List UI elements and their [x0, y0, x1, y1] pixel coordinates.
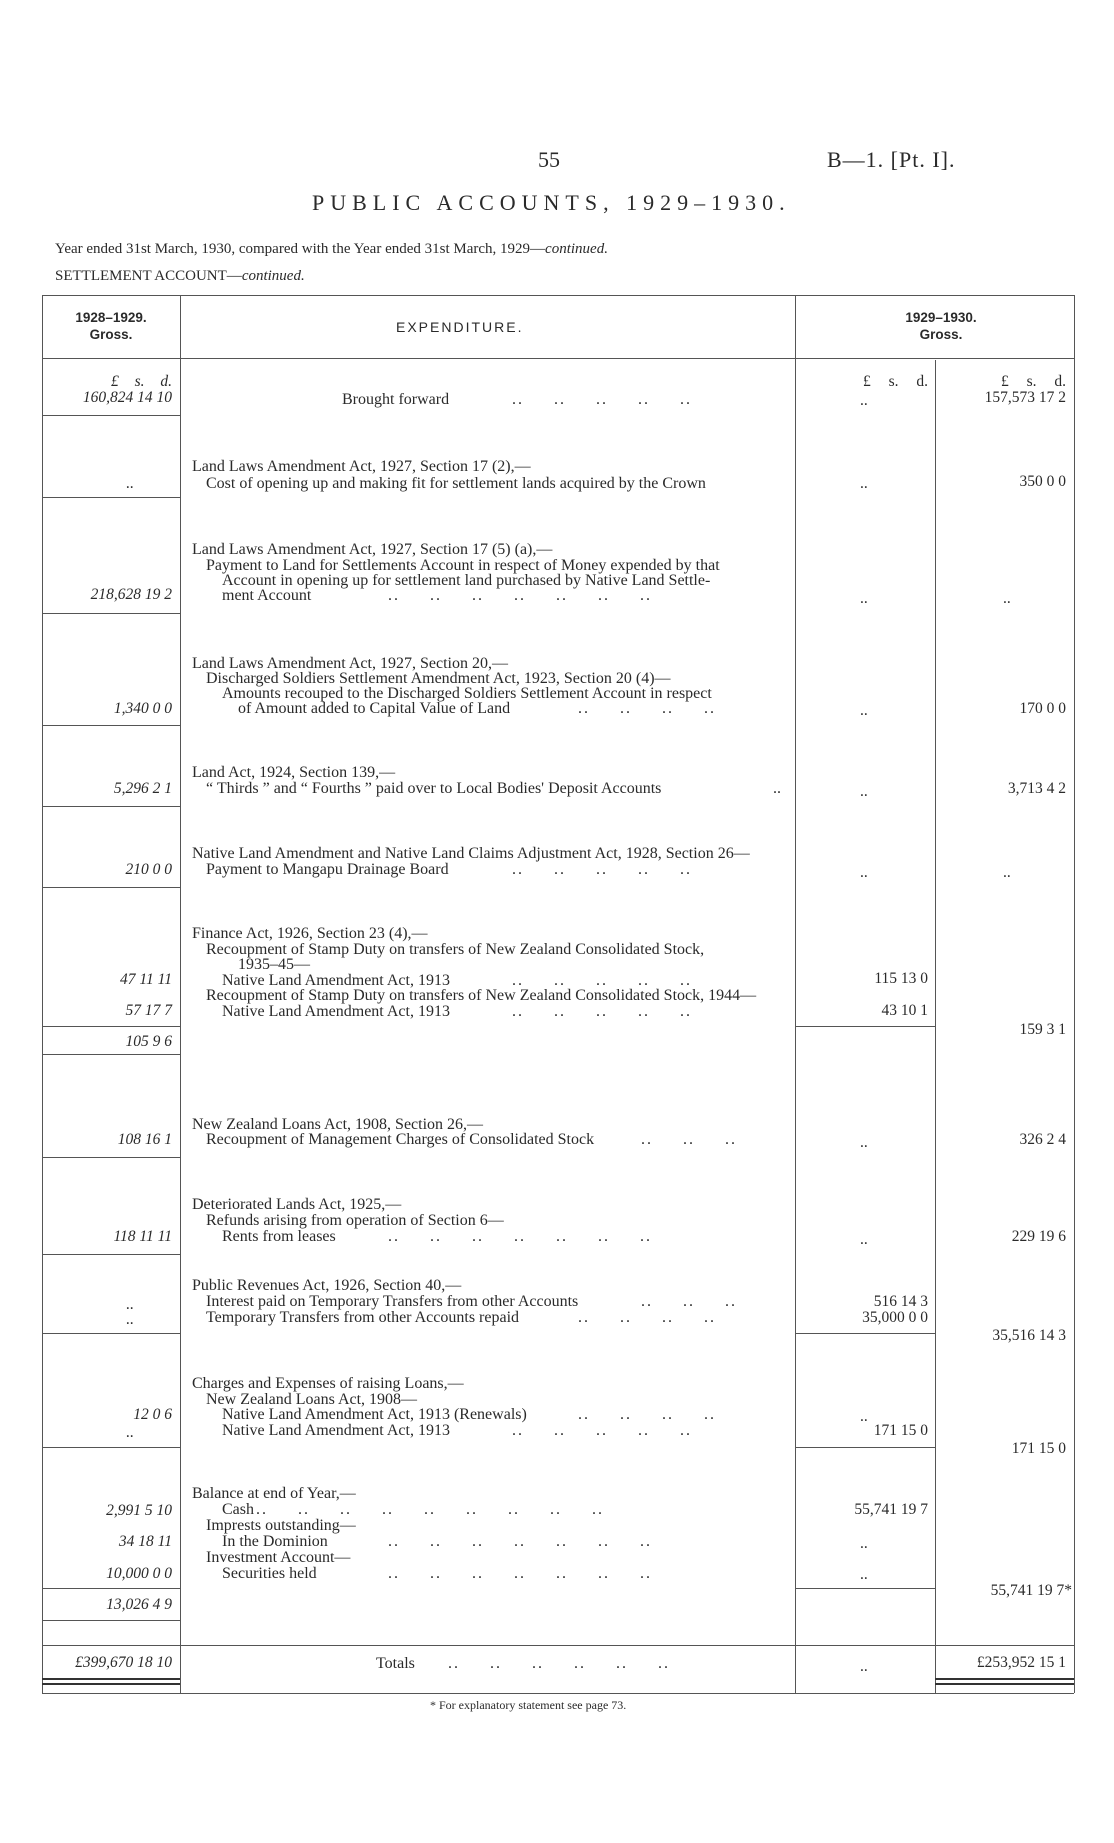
table-bottom-rule	[42, 1693, 1074, 1694]
s139-heading: Land Act, 1924, Section 139,—	[192, 764, 396, 781]
balance-inner1: 55,741 19 7	[854, 1501, 928, 1518]
row-rule	[42, 1333, 180, 1334]
deteriorated-heading: Deteriorated Lands Act, 1925,—	[192, 1196, 402, 1213]
charges-heading: Charges and Expenses of raising Loans,—	[192, 1375, 464, 1392]
revenues-left1: ..	[126, 1296, 134, 1313]
table-right-border	[1074, 295, 1075, 1693]
subtotal-rule	[42, 1026, 180, 1027]
leader-dots: .. .. .. .. .. .. .. .. ..	[256, 1501, 604, 1518]
row-rule	[42, 613, 180, 614]
leader-dots: .. .. .. .. .. .. ..	[388, 587, 652, 604]
balance-heading: Balance at end of Year,—	[192, 1485, 356, 1502]
page-title: PUBLIC ACCOUNTS, 1929–1930.	[312, 190, 791, 215]
right-column-header: 1929–1930. Gross.	[905, 310, 977, 342]
balance-line5: Securities held	[222, 1565, 317, 1582]
subtotal-rule	[42, 1588, 180, 1589]
leader-dots: .. .. .. .. .. .. ..	[388, 1228, 652, 1245]
finance-left1: 47 11 11	[120, 971, 172, 988]
row-rule	[42, 497, 180, 498]
brought-forward-right: 157,573 17 2	[984, 389, 1066, 406]
leader-dots: .. .. .. .. ..	[512, 972, 692, 989]
finance-line1: Recoupment of Stamp Duty on transfers of New Zealand Consolidated Stock,	[206, 941, 705, 958]
document-reference: B—1. [Pt. I].	[827, 147, 956, 172]
brought-forward-left: 160,824 14 10	[82, 389, 172, 406]
row-rule	[42, 1447, 180, 1448]
left-column-header: 1928–1929. Gross.	[75, 310, 147, 342]
double-rule	[42, 1683, 180, 1685]
row-rule	[42, 1054, 180, 1055]
s17-5-inner: ..	[860, 590, 868, 607]
balance-line2: Imprests outstanding—	[206, 1517, 356, 1534]
balance-left2: 34 18 11	[118, 1533, 172, 1550]
balance-inner2: ..	[860, 1535, 868, 1552]
leader-dots: ..	[773, 780, 781, 797]
left-units: £ s. d.	[110, 373, 172, 390]
leader-dots: .. .. .. .. ..	[512, 391, 692, 408]
brought-forward-label: Brought forward	[342, 391, 450, 408]
double-rule	[935, 1683, 1074, 1685]
native-s26-heading: Native Land Amendment and Native Land Claims Adjustment Act, 1928, Section 26—	[192, 845, 750, 862]
leader-dots: .. .. .. .. ..	[512, 1422, 692, 1439]
s20-line1: Discharged Soldiers Settlement Amendment Act, 1923, Section 20 (4)—	[206, 670, 671, 687]
totals-label: Totals	[376, 1655, 415, 1672]
s20-heading: Land Laws Amendment Act, 1927, Section 20,—	[192, 655, 508, 672]
row-rule	[42, 1620, 180, 1621]
loans26-right: 326 2 4	[1019, 1131, 1066, 1148]
column-rule-inner	[795, 295, 796, 1693]
page-number: 55	[538, 147, 560, 172]
s17-2-right: 350 0 0	[1019, 473, 1066, 490]
finance-line5: Native Land Amendment Act, 1913	[222, 1003, 450, 1020]
s20-left: 1,340 0 0	[113, 700, 172, 717]
balance-left1: 2,991 5 10	[106, 1502, 172, 1519]
totals-right: £253,952 15 1	[976, 1654, 1066, 1671]
s20-line2: Amounts recouped to the Discharged Soldiers Settlement Account in respect	[222, 685, 712, 702]
inner-units: £ s. d.	[862, 373, 928, 390]
leader-dots: .. .. .. .. .. ..	[448, 1655, 670, 1672]
double-rule	[42, 1678, 180, 1680]
native-s26-right: ..	[1003, 864, 1011, 881]
s17-2-line: Cost of opening up and making fit for settlement lands acquired by the Crown	[206, 475, 706, 492]
deteriorated-line1: Refunds arising from operation of Section 6—	[206, 1212, 504, 1229]
native-s26-inner: ..	[860, 864, 868, 881]
charges-left1: 12 0 6	[133, 1406, 172, 1423]
inner-subtotal-rule	[795, 1588, 935, 1589]
charges-right: 171 15 0	[1011, 1440, 1066, 1457]
account-heading: SETTLEMENT ACCOUNT—continued.	[55, 268, 305, 284]
brought-forward-inner: ..	[860, 392, 868, 409]
balance-line1: Cash	[222, 1501, 254, 1518]
charges-line2: Native Land Amendment Act, 1913 (Renewals)	[222, 1406, 527, 1423]
revenues-right: 35,516 14 3	[992, 1327, 1066, 1344]
native-s26-line: Payment to Mangapu Drainage Board	[206, 861, 449, 878]
footnote: * For explanatory statement see page 73.	[430, 1698, 627, 1712]
balance-left3: 10,000 0 0	[106, 1565, 172, 1582]
column-rule-left	[180, 295, 181, 1693]
leader-dots: .. .. ..	[641, 1131, 737, 1148]
inner-subtotal-rule	[795, 1026, 935, 1027]
balance-inner3: ..	[860, 1566, 868, 1583]
inner-subtotal-rule	[795, 1447, 935, 1448]
s139-right: 3,713 4 2	[1007, 780, 1066, 797]
revenues-inner2: 35,000 0 0	[862, 1309, 928, 1326]
header-bottom-rule	[42, 358, 1074, 359]
finance-left-total: 105 9 6	[125, 1033, 172, 1050]
deteriorated-line2: Rents from leases	[222, 1228, 336, 1245]
revenues-line1: Interest paid on Temporary Transfers from other Accounts	[206, 1293, 579, 1310]
leader-dots: .. .. .. .. ..	[512, 1003, 692, 1020]
s17-5-heading: Land Laws Amendment Act, 1927, Section 17 (5) (a),—	[192, 541, 553, 558]
deteriorated-left: 118 11 11	[113, 1228, 172, 1245]
leader-dots: .. .. .. ..	[578, 1406, 716, 1423]
charges-inner2: 171 15 0	[873, 1422, 928, 1439]
charges-line3: Native Land Amendment Act, 1913	[222, 1422, 450, 1439]
row-rule	[42, 1157, 180, 1158]
s17-5-line1: Payment to Land for Settlements Account in respect of Money expended by that	[206, 557, 720, 574]
finance-line4: Recoupment of Stamp Duty on transfers of New Zealand Consolidated Stock, 1944—	[206, 987, 757, 1004]
right-units: £ s. d.	[1000, 373, 1066, 390]
s17-2-heading: Land Laws Amendment Act, 1927, Section 17 (2),—	[192, 458, 531, 475]
leader-dots: .. .. .. .. .. .. ..	[388, 1565, 652, 1582]
charges-inner1: ..	[860, 1408, 868, 1425]
balance-right: 55,741 19 7*	[990, 1582, 1072, 1599]
native-s26-left: 210 0 0	[125, 861, 172, 878]
revenues-line2: Temporary Transfers from other Accounts repaid	[206, 1309, 520, 1326]
inner-subtotal-rule	[795, 1333, 935, 1334]
leader-dots: .. .. .. ..	[578, 1309, 716, 1326]
expenditure-header: EXPENDITURE.	[396, 319, 524, 335]
s20-line3: of Amount added to Capital Value of Land	[238, 700, 511, 717]
row-rule	[42, 725, 180, 726]
s17-5-right: ..	[1003, 590, 1011, 607]
finance-line3: Native Land Amendment Act, 1913	[222, 972, 450, 989]
deteriorated-inner: ..	[860, 1231, 868, 1248]
loans26-inner: ..	[860, 1134, 868, 1151]
totals-top-rule	[42, 1645, 1074, 1646]
s17-5-left: 218,628 19 2	[90, 586, 172, 603]
s20-inner: ..	[860, 702, 868, 719]
charges-left2: ..	[126, 1424, 134, 1441]
loans26-left: 108 16 1	[117, 1131, 172, 1148]
table-left-border	[42, 295, 43, 1693]
s139-left: 5,296 2 1	[113, 780, 172, 797]
double-rule	[935, 1678, 1074, 1680]
leader-dots: .. .. .. ..	[578, 700, 716, 717]
s17-2-inner: ..	[860, 475, 868, 492]
deteriorated-right: 229 19 6	[1011, 1228, 1066, 1245]
s20-right: 170 0 0	[1019, 700, 1066, 717]
subtitle: Year ended 31st March, 1930, compared with the Year ended 31st March, 1929—continued.	[55, 241, 608, 257]
leader-dots: .. .. ..	[641, 1293, 737, 1310]
s17-5-line2: Account in opening up for settlement land purchased by Native Land Settle-	[222, 572, 711, 589]
s139-line: “ Thirds ” and “ Fourths ” paid over to Local Bodies' Deposit Accounts	[206, 780, 662, 797]
finance-line2: 1935–45—	[238, 956, 310, 973]
leader-dots: .. .. .. .. ..	[512, 861, 692, 878]
balance-line3: In the Dominion	[222, 1533, 328, 1550]
finance-inner2: 43 10 1	[881, 1002, 928, 1019]
loans26-line: Recoupment of Management Charges of Consolidated Stock	[206, 1131, 595, 1148]
table-top-rule	[42, 295, 1074, 296]
charges-line1: New Zealand Loans Act, 1908—	[206, 1391, 418, 1408]
balance-line4: Investment Account—	[206, 1549, 351, 1566]
totals-inner: ..	[860, 1658, 868, 1675]
revenues-heading: Public Revenues Act, 1926, Section 40,—	[192, 1277, 462, 1294]
loans26-heading: New Zealand Loans Act, 1908, Section 26,—	[192, 1116, 484, 1133]
s17-5-line3: ment Account	[222, 587, 312, 604]
s17-2-left: ..	[126, 475, 134, 492]
finance-inner1: 115 13 0	[874, 970, 928, 987]
finance-heading: Finance Act, 1926, Section 23 (4),—	[192, 925, 428, 942]
finance-right: 159 3 1	[1019, 1021, 1066, 1038]
revenues-inner1: 516 14 3	[873, 1293, 928, 1310]
leader-dots: .. .. .. .. .. .. ..	[388, 1533, 652, 1550]
revenues-left2: ..	[126, 1311, 134, 1328]
totals-left: £399,670 18 10	[75, 1654, 172, 1671]
column-rule-right	[935, 360, 936, 1693]
row-rule	[42, 1254, 180, 1255]
s139-inner: ..	[860, 783, 868, 800]
row-rule	[42, 806, 180, 807]
row-rule	[42, 887, 180, 888]
finance-left2: 57 17 7	[125, 1002, 172, 1019]
row-rule	[42, 415, 180, 416]
balance-left-total: 13,026 4 9	[106, 1596, 172, 1613]
